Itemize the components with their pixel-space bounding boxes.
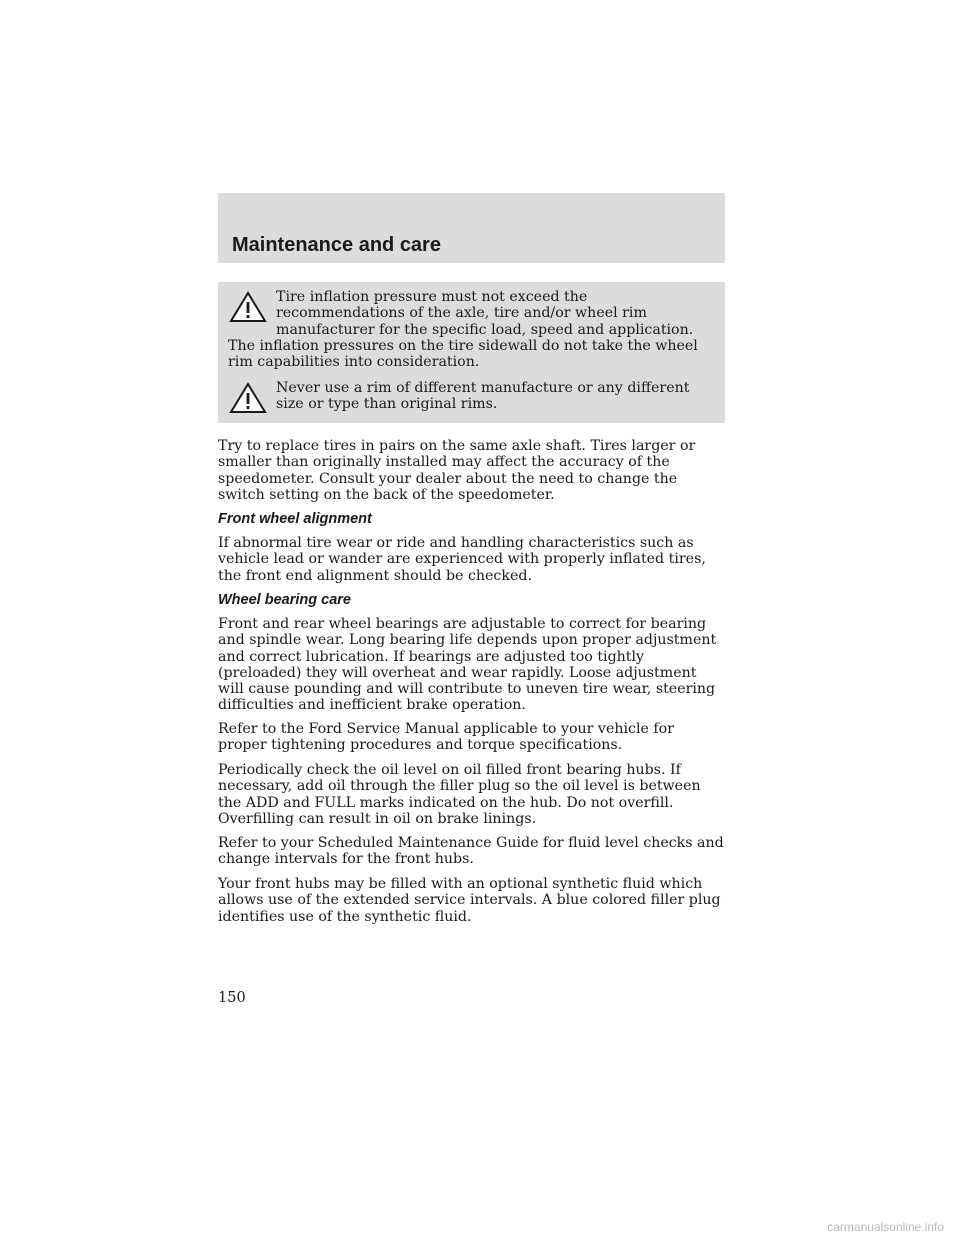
warning-box-rim xyxy=(218,373,725,423)
paragraph-bearing-wear: Front and rear wheel bearings are adjustable to correct for bearing and spindle wear. Long bearing life depends upon proper adjustment and correct lubrication. If bearings are adjusted too tightly (preloaded) they will overheat and wear rapidly. Loose adjustment will cause pounding and will contribute to uneven tire wear, steering difficulties and inefficient brake operation. xyxy=(218,616,717,714)
warning-triangle-icon xyxy=(228,381,268,415)
warning-box-tire-pressure xyxy=(218,282,725,378)
warning-text-rim: Never use a rim of different manufacture or any different size or type than original rims. xyxy=(276,380,690,413)
subhead-wheel-bearing-care: Wheel bearing care xyxy=(218,592,351,608)
page-number: 150 xyxy=(218,990,246,1006)
warning-text-tire-pressure: Tire inflation pressure must not exceed the recommendations of the axle, tire and/or wheel rim manufacturer for the specific load, speed and application. The inflation pressures on the tire sidewall do not take the wheel rim capabilities into consideration. xyxy=(228,289,698,371)
paragraph-service-manual: Refer to the Ford Service Manual applicable to your vehicle for proper tightening procedures and torque specifications. xyxy=(218,721,674,754)
warning-triangle-icon xyxy=(228,290,268,324)
paragraph-tire-replacement: Try to replace tires in pairs on the same axle shaft. Tires larger or smaller than originally installed may affect the accuracy of the speedometer. Consult your dealer about the need to change the switch setting on the back of the speedometer. xyxy=(218,438,696,503)
paragraph-oil-level: Periodically check the oil level on oil filled front bearing hubs. If necessary, add oil through the filler plug so the oil level is between the ADD and FULL marks indicated on the hub. Do not overfill. Overfilling can result in oil on brake linings. xyxy=(218,762,701,827)
paragraph-maintenance-guide: Refer to your Scheduled Maintenance Guide for fluid level checks and change intervals for the front hubs. xyxy=(218,835,724,868)
watermark: carmanualsonline.info xyxy=(827,1220,944,1234)
paragraph-synthetic-fluid: Your front hubs may be filled with an optional synthetic fluid which allows use of the extended service intervals. A blue colored filler plug identifies use of the synthetic fluid. xyxy=(218,876,721,925)
paragraph-alignment: If abnormal tire wear or ride and handling characteristics such as vehicle lead or wander are experienced with properly inflated tires, the front end alignment should be checked. xyxy=(218,535,706,584)
subhead-front-wheel-alignment: Front wheel alignment xyxy=(218,511,372,527)
section-title: Maintenance and care xyxy=(232,234,441,256)
